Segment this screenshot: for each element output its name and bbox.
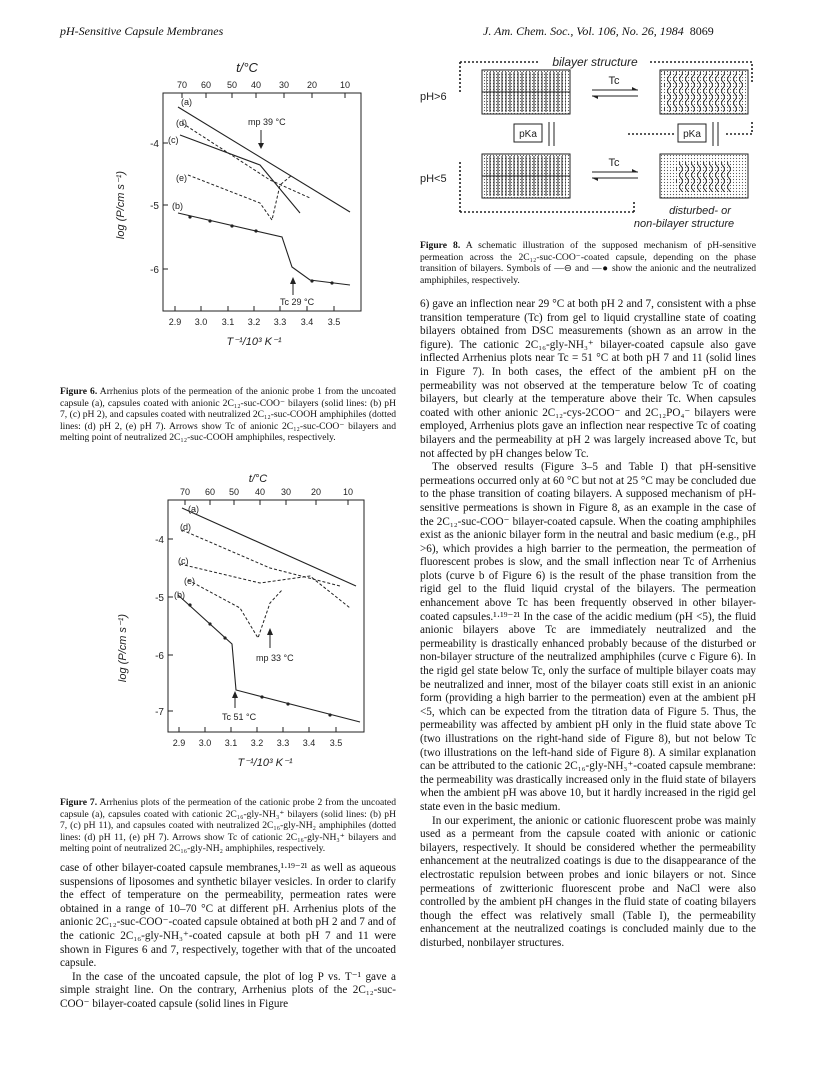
fig7-top-tick: 20 bbox=[310, 487, 322, 497]
fig8-pka-label-left: pKa bbox=[519, 129, 537, 140]
fig6-top-tick: 40 bbox=[250, 80, 262, 90]
fig8-ph-low-label: pH<5 bbox=[420, 173, 447, 185]
fig6-point bbox=[254, 229, 257, 232]
fig6-curve-label: (d) bbox=[176, 118, 187, 128]
fig7-point bbox=[328, 713, 331, 716]
figure-8-schematic bbox=[420, 52, 760, 232]
fig7-top-tick: 50 bbox=[228, 487, 240, 497]
fig7-y-tick: -6 bbox=[155, 651, 164, 662]
fig7-top-tick: 30 bbox=[280, 487, 292, 497]
figure-8-caption bbox=[420, 240, 756, 286]
fig7-x-ticks bbox=[173, 738, 343, 748]
fig6-top-tick: 50 bbox=[226, 80, 238, 90]
fig6-point bbox=[188, 215, 191, 218]
fig7-x-tick: 3.0 bbox=[198, 738, 212, 748]
fig8-caption-text: A schematic illustration of the supposed mechanism of pH-sensitive permeation across the 2C₁₂-suc-COO⁻-coated capsule, depending on the phase transition of bilayers. Symbols of —⊖ and —● show the anionic and the neutralized amphiphiles, respectively. bbox=[420, 240, 756, 286]
fig6-point bbox=[310, 279, 313, 282]
fig8-ph-high-label: pH>6 bbox=[420, 91, 447, 103]
fig8-panel-gel-neutral bbox=[482, 154, 570, 198]
fig6-curve-label: (b) bbox=[172, 201, 183, 211]
fig6-curve-labels bbox=[168, 97, 192, 211]
fig7-curve-labels bbox=[174, 504, 199, 600]
fig7-y-tick: -5 bbox=[155, 593, 164, 604]
fig6-x-ticks bbox=[169, 317, 341, 327]
fig7-caption-text: Arrhenius plots of the permeation of the cationic probe 2 from the uncoated capsule (a), capsules coated with cationic 2C₁₆-gly-NH₃⁺ bilayers (solid lines: (b) pH 7, (c) pH 11), and capsules coated with neutralized 2C₁₆-gly-NH₂ amphiphiles (dotted lines: (d) pH 11, (e) pH 7). Arrows show Tc of cationic 2C₁₆-gly-NH₃⁺ bilayers and melting point of neutralized 2C₁₆-gly-NH₂ amphiphiles, respectively. bbox=[60, 797, 396, 854]
fig7-mp-arrowhead bbox=[267, 628, 273, 635]
fig7-curve-d bbox=[182, 530, 340, 586]
fig8-pka-label-right: pKa bbox=[683, 129, 701, 140]
figure-6-caption bbox=[60, 386, 396, 444]
fig7-mp-label: mp 33 °C bbox=[256, 653, 294, 663]
fig6-x-tick: 3.0 bbox=[194, 317, 208, 327]
fig8-tc-label-bottom: Tc bbox=[608, 157, 620, 169]
fig6-top-tick: 10 bbox=[339, 80, 351, 90]
fig6-curve-d bbox=[182, 123, 310, 198]
fig8-panel-fluid-neutral bbox=[660, 154, 748, 198]
left-column-text bbox=[60, 862, 396, 1012]
fig6-top-axis-label: t/°C bbox=[236, 60, 258, 75]
fig6-point bbox=[208, 219, 211, 222]
fig7-x-tick: 2.9 bbox=[172, 738, 186, 748]
fig7-top-ticks bbox=[180, 487, 353, 497]
fig7-top-tick: 60 bbox=[204, 487, 216, 497]
fig6-x-tick: 2.9 bbox=[168, 317, 182, 327]
fig6-curve-label: (c) bbox=[168, 135, 179, 145]
fig7-x-tick: 3.1 bbox=[224, 738, 238, 748]
fig8-panel-fluid-anionic bbox=[660, 70, 748, 114]
right-paragraph-1: 6) gave an inflection near 29 °C at both pH 2 and 7, consistent with a phse transition temperature (Tc) from gel to liquid crystalline state of coating bilayers obtained from DSC measurements (shown as an arrow in the figure). The cationic 2C₁₆-gly-NH₃⁺ bilayer-coated capsule also gave inflected Arrhenius plots near Tc = 51 °C at both pH 7 and 11 (solid lines in Figure 7). In both cases, the effect of the ambient pH on the permeability was not observed at the temperature below Tc of coating bilayers, but clearly at the temperature above their Tc. When capsules coated with other anionic 2C₁₂-cys-2COO⁻ and 2C₁₂PO₄⁻ bilayers were employed, Arrhenius plots gave an inflection near respective Tc of coating bilayers and the permeability at pH 2 was largely increased above Tc, but not affected by pH changes below Tc. bbox=[420, 298, 756, 460]
fig6-curve-e bbox=[188, 175, 292, 220]
fig6-x-tick: 3.5 bbox=[327, 317, 341, 327]
fig7-top-tick: 10 bbox=[342, 487, 354, 497]
fig7-x-tick: 3.3 bbox=[276, 738, 290, 748]
fig6-x-tick: 3.1 bbox=[221, 317, 235, 327]
fig8-disturbed-label-2: non-bilayer structure bbox=[633, 218, 735, 230]
fig7-caption-title: Figure 7. bbox=[60, 797, 98, 808]
fig7-point bbox=[188, 603, 191, 606]
fig7-curve-label: (b) bbox=[174, 590, 185, 600]
fig6-curve-label: (a) bbox=[181, 97, 192, 107]
fig8-panel-gel-anionic bbox=[482, 70, 570, 114]
fig8-caption-title: Figure 8. bbox=[420, 240, 461, 251]
fig7-curve-c bbox=[180, 564, 350, 608]
fig7-curve-label: (d) bbox=[180, 522, 191, 532]
fig6-mp-arrowhead bbox=[258, 143, 264, 149]
fig6-curve-b bbox=[178, 213, 350, 285]
fig7-x-tick: 3.4 bbox=[302, 738, 316, 748]
fig7-top-tick: 70 bbox=[179, 487, 191, 497]
fig6-x-tick: 3.2 bbox=[247, 317, 261, 327]
fig6-x-tick: 3.4 bbox=[300, 317, 314, 327]
fig7-point bbox=[286, 702, 289, 705]
fig6-point bbox=[330, 281, 333, 284]
fig6-y-tick: -6 bbox=[150, 265, 159, 276]
fig7-point bbox=[208, 622, 211, 625]
fig6-curve-c bbox=[180, 135, 300, 213]
fig7-y-ticks bbox=[155, 535, 164, 718]
fig6-y-tick: -5 bbox=[150, 201, 159, 212]
fig6-tc-label: Tc 29 °C bbox=[280, 297, 315, 307]
fig6-x-label: T⁻¹/10³ K⁻¹ bbox=[226, 336, 282, 348]
fig6-curve-label: (e) bbox=[176, 173, 187, 183]
figure-7-caption bbox=[60, 797, 396, 855]
fig6-points bbox=[188, 215, 333, 284]
fig6-top-tick: 30 bbox=[278, 80, 290, 90]
figure-6-plot bbox=[60, 55, 390, 360]
journal-name: J. Am. Chem. Soc., Vol. 106, No. 26, 1984 bbox=[483, 24, 684, 38]
fig7-x-label: T⁻¹/10³ K⁻¹ bbox=[237, 757, 293, 769]
fig6-point bbox=[230, 224, 233, 227]
fig8-bilayer-structure-label: bilayer structure bbox=[552, 55, 638, 69]
page-number: 8069 bbox=[689, 24, 714, 38]
fig7-curve-label: (c) bbox=[178, 556, 189, 566]
fig6-top-tick: 20 bbox=[306, 80, 318, 90]
fig6-mp-label: mp 39 °C bbox=[248, 117, 286, 127]
fig6-caption-text: Arrhenius plots of the permeation of the anionic probe 1 from the uncoated capsule (a), capsules coated with anionic 2C₁₂-suc-COO⁻ bilayers (solid lines: (b) pH 7, (c) pH 2), and capsules coated with neutralized 2C₁₂-suc-COOH amphiphiles (dotted lines: (d) pH 2, (e) pH 7). Arrows show Tc of anionic 2C₁₂-suc-COO⁻ bilayers and melting point of neutralized 2C₁₂-suc-COOH amphiphiles, respectively. bbox=[60, 386, 396, 443]
fig7-curve-label: (a) bbox=[188, 504, 199, 514]
fig6-top-tick: 60 bbox=[200, 80, 212, 90]
fig7-tc-label: Tc 51 °C bbox=[222, 712, 257, 722]
fig7-point bbox=[260, 695, 263, 698]
fig7-y-tick: -4 bbox=[155, 535, 164, 546]
fig7-y-label: log (P/cm s⁻¹) bbox=[117, 613, 129, 683]
left-paragraph-2: In the case of the uncoated capsule, the plot of log P vs. T⁻¹ gave a simple straight line. On the contrary, Arrhenius plots of the 2C₁₂-suc-COO⁻ bilayer-coated capsule (solid lines in Figure bbox=[60, 970, 396, 1010]
right-paragraph-3: In our experiment, the anionic or cationic fluorescent probe was mainly used as a permeant from the capsule coated with anionic or cationic bilayers, respectively. It should be considered whether the permeability enhancement at the neutralized coatings is due to the disappearance of the electrostatic repulsion between probes and ionic bilayers or not. Since permeations of zwitterionic fluorescent probe and NaCl were also controlled by the ambient pH changes in the fluid state of coating bilayers though the effect was relatively small (Table I), the permeability enhancement at the neutralized coatings is concluded mainly due to the disturbed, nonbilayer structures. bbox=[420, 814, 756, 949]
fig6-y-label: log (P/cm s⁻¹) bbox=[115, 170, 127, 240]
fig7-top-axis-label: t/°C bbox=[248, 473, 268, 485]
figure-7-plot bbox=[60, 468, 390, 780]
journal-citation bbox=[483, 24, 714, 39]
fig8-tc-label-top: Tc bbox=[608, 75, 620, 87]
fig6-top-ticks bbox=[177, 80, 350, 90]
fig6-caption-title: Figure 6. bbox=[60, 386, 98, 397]
fig7-y-tick: -7 bbox=[155, 707, 164, 718]
fig7-top-tick: 40 bbox=[254, 487, 266, 497]
fig7-curve-a bbox=[182, 508, 356, 586]
running-head: pH-Sensitive Capsule Membranes bbox=[60, 24, 224, 38]
fig6-y-tick: -4 bbox=[150, 139, 159, 150]
fig6-y-ticks bbox=[150, 139, 159, 276]
fig6-top-tick: 70 bbox=[176, 80, 188, 90]
fig7-curve-e bbox=[188, 580, 282, 638]
fig6-x-tick: 3.3 bbox=[273, 317, 287, 327]
fig6-tc-arrowhead bbox=[290, 277, 296, 284]
fig7-curve-label: (e) bbox=[184, 576, 195, 586]
fig7-tc-arrowhead bbox=[232, 691, 238, 698]
left-paragraph-1: case of other bilayer-coated capsule membranes,¹·¹⁹⁻²¹ as well as aqueous suspensions of liposomes and synthetic bilayer vesicles. In order to clarify the effect of temperature on the permeability, permeation rates were obtained in a range of 10–70 °C at different pH. Arrhenius plots of the anionic 2C₁₂-suc-COO⁻-coated capsule obtained at both pH 2 and 7 and of the cationic 2C₁₆-gly-NH₃⁺-coated capsule at both pH 7 and 11 were shown in Figures 6 and 7, respectively, together with that of the uncoated capsule. bbox=[60, 862, 396, 970]
fig8-disturbed-label-1: disturbed- or bbox=[669, 205, 731, 217]
fig7-x-tick: 3.5 bbox=[329, 738, 343, 748]
fig7-x-tick: 3.2 bbox=[250, 738, 264, 748]
right-paragraph-2: The observed results (Figure 3–5 and Table I) that pH-sensitive permeations occurred only at 60 °C but not at 25 °C may be concluded due to the phase transition of coating bilayers. A supposed mechanism of pH-sensitive permeations is shown in Figure 8, as an example in the case of the 2C₁₂-suc-COO⁻ bilayer-coated capsule. When the coating amphiphiles exist as the anionic bilayer form in the neutral and basic medium (e.g., pH >6), which provides a high barrier to the permeation, the permeation of fluorescent probes is slow, and the small inflection near Tc of Arrhenius plots (curve b of Figure 6) is the result of the phase transition from the rigid gel to the fluid liquid crystal of the bilayers. The permeation enhancement above Tc has been frequently observed in other bilayer-coated capsules.¹·¹⁹⁻²¹ In the case of the acidic medium (pH <5), the fluid anionic bilayers above Tc are immediately neutralized and the permeability is drastically enhanced probably because of the disturbed or non-bilayer structure of the neutralized amphiphiles (curve c Figure 6). In the rigid gel state below Tc, only the surface of multiple bilayer coats may be neutralized and inner, most of the bilayer coats still exist in an anionic form (providing a high barrier to the permeation) even at the ambient pH <5, which can be expected from the titration data of Figure 5. Thus, the permeability was affected by ambient pH only in the fluid state above Tc (two illustrations on the right-hand side of Figure 8), but not below Tc (two illustrations on the left-hand side of Figure 8). A similar explanation can be attributed to the cationic 2C₁₆-gly-NH₃⁺-coated capsule membrane: the permeability was drastically increased only in the fluid state of bilayers when the ambient pH was above 10, but it hardly increased in the rigid gel state even in the basic medium. bbox=[420, 461, 756, 813]
fig7-point bbox=[223, 636, 226, 639]
right-column-text bbox=[420, 298, 756, 951]
